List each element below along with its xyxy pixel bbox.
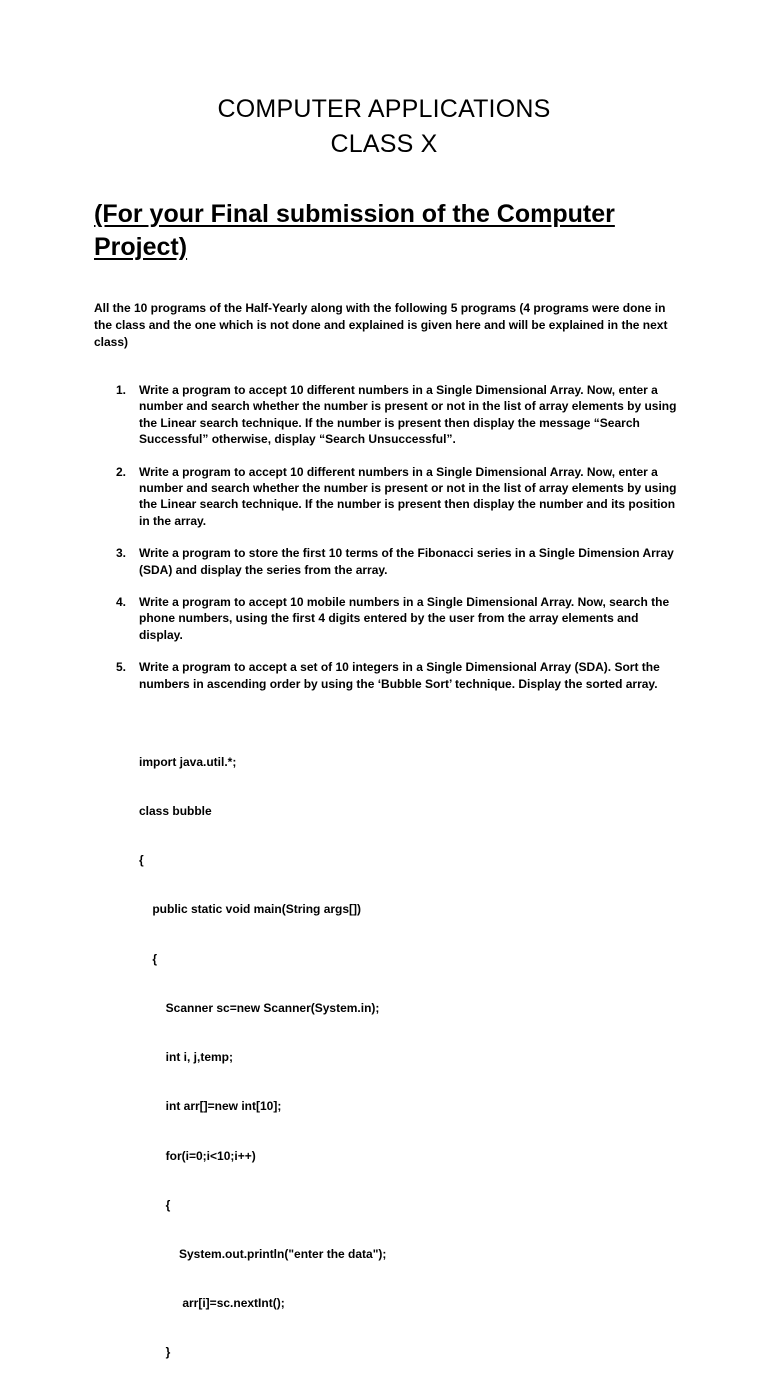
code-line: {	[139, 951, 158, 966]
task-item	[94, 659, 684, 692]
task-item	[94, 464, 684, 530]
code-line: int i, j,temp;	[139, 1050, 234, 1065]
task-item	[94, 594, 684, 643]
document-title	[0, 92, 768, 162]
code-line: import java.util.*;	[139, 754, 237, 769]
task-number: 4.	[116, 595, 127, 610]
title-line-2: CLASS X	[330, 130, 438, 158]
code-listing	[139, 721, 659, 1394]
code-line: Scanner sc=new Scanner(System.in);	[139, 1000, 380, 1015]
code-line: for(i=0;i<10;i++)	[139, 1148, 256, 1163]
code-line: }	[139, 1345, 171, 1360]
code-line: {	[139, 853, 144, 868]
task-number: 2.	[116, 464, 127, 479]
task-number: 1.	[116, 383, 127, 397]
task-text: Write a program to store the first 10 terms of the Fibonacci series in a Single Dimension Array (SDA) and display the series from the array.	[139, 546, 674, 577]
task-text: Write a program to accept a set of 10 integers in a Single Dimensional Array (SDA). Sort the numbers in ascending order by using the ‘Bubble Sort’ technique. Display the sorted array.	[139, 660, 660, 691]
task-item	[94, 545, 684, 578]
code-line: {	[139, 1197, 171, 1212]
code-line: public static void main(String args[])	[139, 902, 362, 917]
task-list	[94, 382, 684, 708]
task-item	[94, 382, 684, 448]
title-line-1: COMPUTER APPLICATIONS	[217, 95, 551, 123]
task-text: Write a program to accept 10 different numbers in a Single Dimensional Array. Now, enter a number and search whether the number is present or not in the list of array elements by using the Linear search technique. If the number is present then display the number and its position in the array.	[139, 464, 677, 528]
code-line: System.out.println("enter the data");	[139, 1247, 387, 1261]
code-line: int arr[]=new int[10];	[139, 1099, 282, 1114]
intro-paragraph: All the 10 programs of the Half-Yearly along with the following 5 programs (4 programs were done in the class and the one which is not done and explained is given here and will be explained in the next class)	[94, 301, 668, 349]
code-line: class bubble	[139, 804, 212, 819]
task-text: Write a program to accept 10 different numbers in a Single Dimensional Array. Now, enter a number and search whether the number is present or not in the list of array elements by using the Linear search technique. If the number is present then display the message “Search Successful” otherwise, display “Search Unsuccessful”.	[139, 383, 677, 447]
document-subtitle: (For your Final submission of the Computer Project)	[94, 200, 615, 261]
code-line: arr[i]=sc.nextInt();	[139, 1296, 285, 1311]
task-number: 5.	[116, 660, 127, 675]
task-text: Write a program to accept 10 mobile numbers in a Single Dimensional Array. Now, search the phone numbers, using the first 4 digits entered by the user from the array elements and display.	[139, 595, 670, 642]
task-number: 3.	[116, 546, 127, 561]
